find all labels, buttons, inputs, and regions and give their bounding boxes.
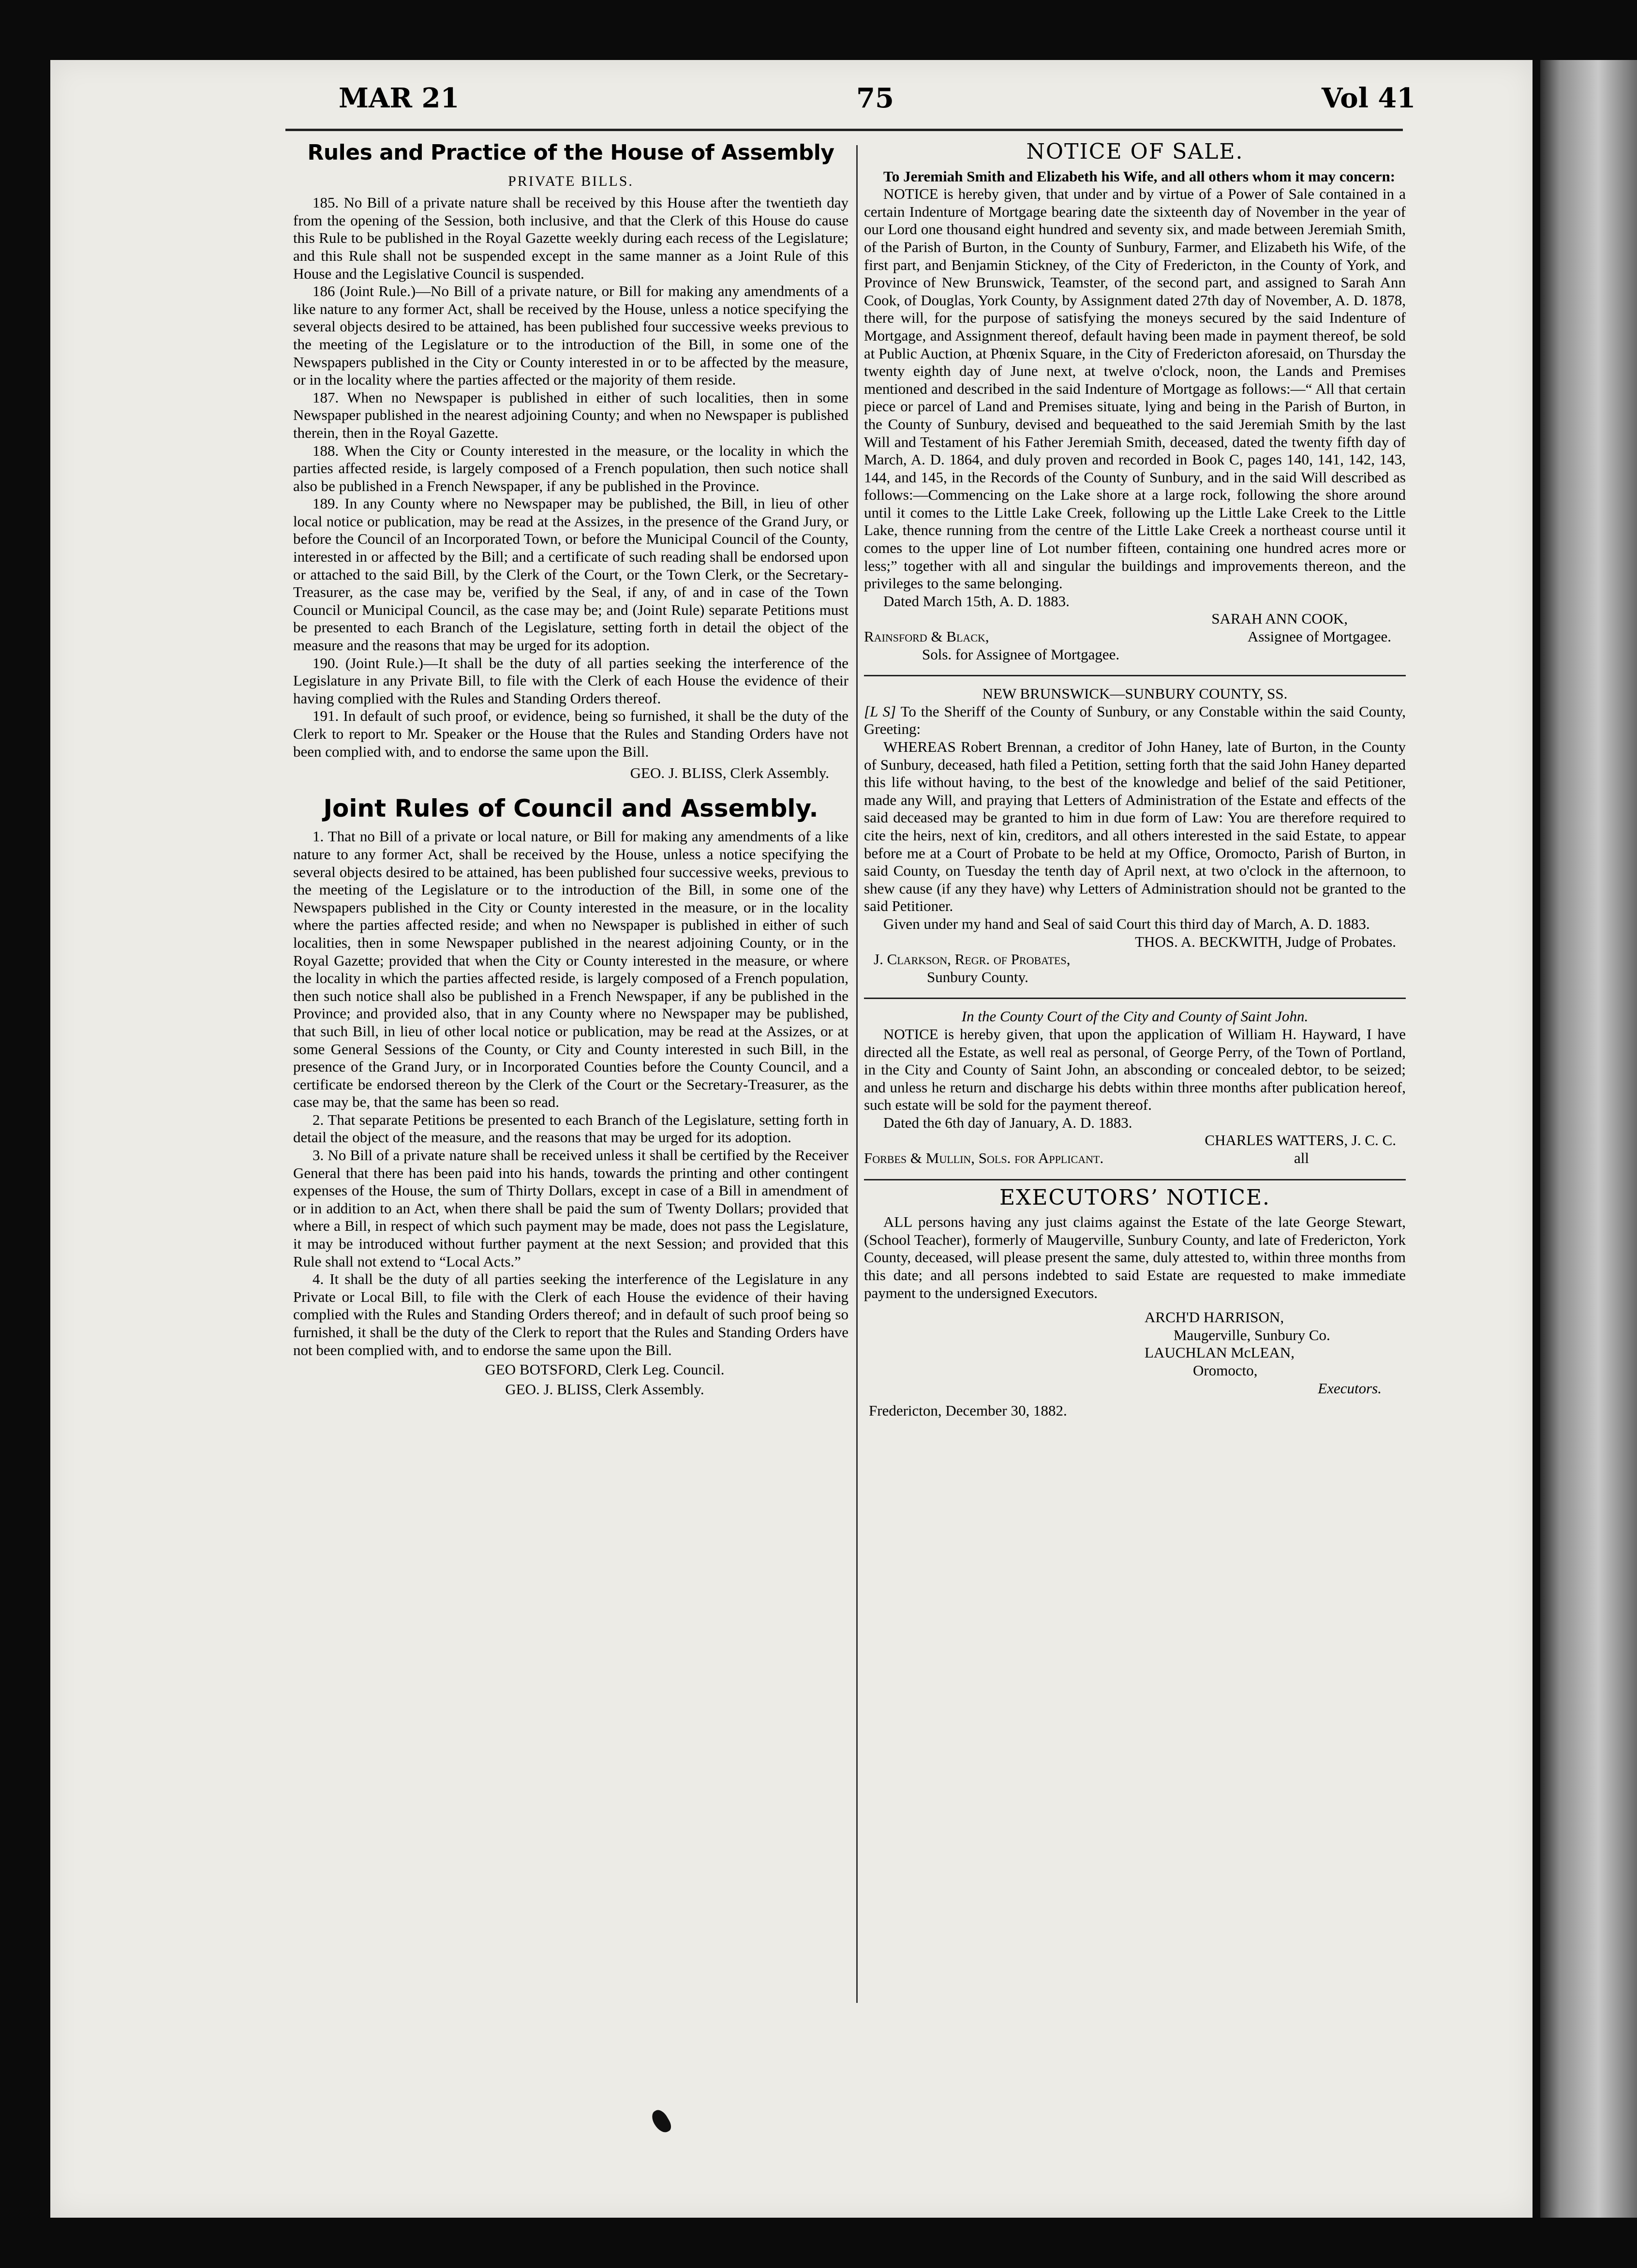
notice-of-sale-title: NOTICE OF SALE.	[1026, 139, 1244, 164]
notice-of-sale-body: NOTICE is hereby given, that under and by virtue of a Power of Sale contained in a certain Indenture of Mortgage bearing date the sixteenth day of November in the year of our Lord one thousand eight hundred and seventy six, and made between Jeremiah Smith, of the Parish of Burton, in the County of Sunbury, Farmer, and Elizabeth his Wife, of the first part, and Benjamin Stickney, of the City of Fredericton, in the County of York, and Province of New Brunswick, Teamster, of the second part, and assigned to Sarah Ann Cook, of Douglas, York County, by Assignment dated 27th day of November, A. D. 1878, there will, for the purpose of satisfying the moneys secured by the said Indenture of Mortgage, and Assignment thereof, default having been made in payment thereof, be sold at Public Auction, at Phœnix Square, in the City of Fredericton aforesaid, on Thursday the twenty eighth day of June next, at twelve o'clock, noon, the Lands and Premises mentioned and described in the said Indenture of Mortgage as follows:—“ All that certain piece or parcel of Land and Premises situate, lying and being in the Parish of Burton, in the County of Sunbury, devised and bequeathed to the said Jeremiah Smith by the last Will and Testament of his Father Jeremiah Smith, deceased, dated the twenty fifth day of March, A. D. 1864, and duly proven and recorded in Book C, pages 140, 141, 142, 143, 144, and 145, in the Records of the County of Sunbury, and in the said Will described as follows:—Commencing on the Lake shore at a large rock, following the shore around until it comes to the Little Lake Creek, following up the Little Lake Creek to the Little Lake, thence running from the centre of the Little Lake Creek a northeast course until it comes to the upper line of Lot number fifteen, containing one hundred acres more or less;” together with all and singular the buildings and improvements thereon, and the privileges to the same belonging.	[864, 185, 1406, 592]
rule-187: 187. When no Newspaper is published in either of such localities, then in some Newspaper published in the nearest adjoining County; and when no Newspaper is published therein, then in the Royal Gazette.	[293, 388, 848, 441]
executors-label: Executors.	[1318, 1379, 1382, 1397]
header-date: MAR 21	[339, 82, 460, 114]
header-rule	[285, 129, 1403, 131]
header-page-number: 75	[856, 82, 894, 114]
executors-notice-body: ALL persons having any just claims against the Estate of the late George Stewart, (School Teacher), formerly of Maugerville, Sunbury County, and late of Fredericton, York County, deceased, will please present the same, duly attested to, within three months from this date; and all persons indebted to said Estate are requested to make immediate payment to the undersigned Executors.	[864, 1213, 1406, 1301]
executors-notice-date: Fredericton, December 30, 1882.	[869, 1402, 1067, 1419]
county-court-body: NOTICE is hereby given, that upon the application of William H. Hayward, I have directed all the Estate, as well real as personal, of George Perry, of the Town of Portland, in the City and County of Saint John, an absconding or concealed debtor, to be seized; and unless he return and discharge his debts within three months after publication hereof, such estate will be sold for the payment thereof.	[864, 1025, 1406, 1114]
probate-heading: NEW BRUNSWICK—SUNBURY COUNTY, SS.	[982, 685, 1288, 702]
rule-186: 186 (Joint Rule.)—No Bill of a private nature, or Bill for making any amendments of a like nature to any former Act, shall be received by the House, unless a notice specifying the several objects desired to be attained, has been published four successive weeks previous to the meeting of the Legislature or to the introduction of the Bill, in some one of the Newspapers published in the City or County interested in or to be affected by the measure, or in the locality where the parties affected or the majority of them reside.	[293, 283, 848, 388]
probate-judge: THOS. A. BECKWITH, Judge of Probates.	[1135, 933, 1396, 950]
notice-of-sale-address: To Jeremiah Smith and Elizabeth his Wife, and all others whom it may concern:	[883, 167, 1396, 185]
private-bills-subtitle: PRIVATE BILLS.	[508, 173, 634, 189]
right-column	[864, 140, 1406, 1420]
county-court-sols: Forbes & Mullin, Sols. for Applicant.	[864, 1149, 1104, 1167]
county-court-all: all	[1294, 1149, 1309, 1167]
rule-189: 189. In any County where no Newspaper may be published, the Bill, in lieu of other local notice or publication, may be read at the Assizes, in the presence of the Grand Jury, or before the Council of an Incorporated Town, or before the Municipal Council of the County, interested in or affected by the Bill; and a certificate of such reading shall be endorsed upon or attached to the said Bill, by the Clerk of the Court, or the Town Clerk, or the Secretary-Treasurer, as the case may be, verified by the Seal, if any, of and in case of the Town Council or Municipal Council, as the case may be; and (Joint Rule) separate Petitions must be presented to each Branch of the Legislature, setting forth in detail the object of the measure and the reasons that may be urged for its adoption.	[293, 495, 848, 654]
probate-body: WHEREAS Robert Brennan, a creditor of John Haney, late of Burton, in the County of Sunbury, deceased, hath filed a Petition, setting forth that the said John Haney departed this life without having, to the best of the knowledge and belief of the said Petitioner, made any Will, and praying that Letters of Administration of the Estate and effects of the said deceased may be granted to him in due form of Law: You are therefore required to cite the heirs, next of kin, creditors, and all others interested in the said Estate, to appear before me at a Court of Probate to be held at my Office, Oromocto, Parish of Burton, in said County, on Tuesday the tenth day of April next, at two o'clock in the afternoon, to shew cause (if any they have) why Letters of Administration should not be granted to the said Petitioner.	[864, 738, 1406, 915]
joint-rule-4: 4. It shall be the duty of all parties seeking the interference of the Legislature in any Private or Local Bill, to file with the Clerk of each House the evidence of their having complied with the Rules and Standing Orders thereof; and in default of such proof being so furnished, it shall be the duty of the Clerk to report that the Rules and Standing Orders have not been complied with, and to endorse the same upon the Bill.	[293, 1270, 848, 1358]
probate-address-line	[864, 703, 1406, 738]
notice-separator	[864, 998, 1406, 999]
notice-separator	[864, 1179, 1406, 1180]
header-volume: Vol 41	[1322, 82, 1416, 114]
probate-seal: [L S]	[864, 702, 896, 720]
assembly-clerk-signature-2: GEO. J. BLISS, Clerk Assembly.	[505, 1380, 704, 1398]
executor-1-name: ARCH'D HARRISON,	[1145, 1309, 1284, 1326]
column-divider	[856, 145, 858, 2003]
notice-of-sale-assignee: SARAH ANN COOK,	[1211, 610, 1348, 627]
page-edge	[1540, 60, 1637, 2218]
joint-rules-title: Joint Rules of Council and Assembly.	[323, 794, 818, 822]
county-court-heading: In the County Court of the City and County of Saint John.	[961, 1008, 1309, 1025]
rule-191: 191. In default of such proof, or evidence, being so furnished, it shall be the duty of the Clerk to report to Mr. Speaker or the House that the Rules and Standing Orders have not been complied with, and to endorse the same upon the Bill.	[293, 707, 848, 760]
assembly-rules-title: Rules and Practice of the House of Assembly	[307, 140, 834, 165]
assembly-clerk-signature: GEO. J. BLISS, Clerk Assembly.	[630, 764, 829, 782]
county-court-dated: Dated the 6th day of January, A. D. 1883.	[883, 1114, 1132, 1131]
left-column	[293, 140, 848, 1400]
rule-188: 188. When the City or County interested in the measure, or the locality in which the parties affected reside, is largely composed of a French population, then such notice shall also be published in a French Newspaper, if any be published in the Province.	[293, 442, 848, 494]
probate-address: To the Sheriff of the County of Sunbury, or any Constable within the said County, Greeting:	[864, 702, 1406, 738]
probate-registrar: J. Clarkson, Regr. of Probates,	[874, 951, 1071, 968]
probate-county: Sunbury County.	[927, 968, 1028, 985]
rule-185: 185. No Bill of a private nature shall be received by this House after the twentieth day from the opening of the Session, both inclusive, and that the Clerk of this House do cause this Rule to be published in the Royal Gazette weekly during each recess of the Legislature; and this Rule shall not be suspended except in the same manner as a Joint Rule of this House and the Legislative Council is suspended.	[293, 194, 848, 282]
county-court-judge: CHARLES WATTERS, J. C. C.	[1205, 1132, 1396, 1149]
notice-of-sale-sols: Sols. for Assignee of Mortgagee.	[922, 645, 1120, 663]
joint-rule-3: 3. No Bill of a private nature shall be received unless it shall be certified by the Receiver General that there has been paid into his hands, towards the printing and other contingent expenses of the House, the sum of Thirty Dollars, except in case of a Bill in amendment of or in addition to an Act, when there shall be paid the sum of Twenty Dollars; provided that where a Bill, in respect of which such payment may be made, does not pass the Legislature, it may be introduced without further payment at the next Session; and provided that this Rule shall not extend to “Local Acts.”	[293, 1147, 848, 1270]
notice-of-sale-firm-line	[864, 628, 1406, 646]
council-clerk-signature: GEO BOTSFORD, Clerk Leg. Council.	[485, 1361, 725, 1378]
running-header	[285, 68, 1446, 131]
joint-rule-1: 1. That no Bill of a private or local nature, or Bill for making any amendments of a like nature to any former Act, shall be received by the House, unless a notice specifying the several objects desired to be attained, has been published four successive weeks, previous to the meeting of the Legislature or to the introduction of the Bill, in some one of the Newspapers published in the City or County interested in the measure, or in the locality where the parties affected reside; and when no Newspaper is published in either of such localities, then in some Newspaper published in the nearest adjoining County, or in the Royal Gazette; provided that when the City or County interested in the measure, or where the locality in which the parties affected reside, is largely composed of a French population, then such notice shall also be published in a French Newspaper, if any be published in the Province; and provided also, that in any County where no Newspaper may be published, that such Bill, in lieu of other local notice or publication, may be read at the Assizes, or at some General Sessions of the County, or City and County interested in such Bill, in the presence of the Grand Jury, or in Incorporated Counties before the County Council, and a certificate be endorsed thereon by the Clerk of the Court or the Secretary-Treasurer, as the case may be, that the same has been so read.	[293, 828, 848, 1111]
executor-2-name: LAUCHLAN McLEAN,	[1145, 1344, 1295, 1361]
notice-of-sale-dated: Dated March 15th, A. D. 1883.	[883, 592, 1070, 610]
rule-190: 190. (Joint Rule.)—It shall be the duty of all parties seeking the interference of the Legislature in any Private Bill, to file with the Clerk of each House the evidence of their having complied with the Rules and Standing Orders thereof.	[293, 654, 848, 707]
notice-separator	[864, 675, 1406, 676]
probate-given: Given under my hand and Seal of said Court this third day of March, A. D. 1883.	[883, 915, 1370, 932]
notice-of-sale-role: Assignee of Mortgagee.	[1248, 628, 1391, 645]
notice-of-sale-firm: Rainsford & Black,	[864, 628, 989, 645]
joint-rule-2: 2. That separate Petitions be presented to each Branch of the Legislature, setting forth in detail the object of the measure, and the reasons that may be urged for its adoption.	[293, 1111, 848, 1146]
executors-notice-title: EXECUTORS’ NOTICE.	[999, 1185, 1271, 1210]
executor-1-location: Maugerville, Sunbury Co.	[1174, 1326, 1330, 1343]
executor-2-location: Oromocto,	[1193, 1362, 1258, 1379]
county-court-sols-line	[864, 1149, 1406, 1167]
